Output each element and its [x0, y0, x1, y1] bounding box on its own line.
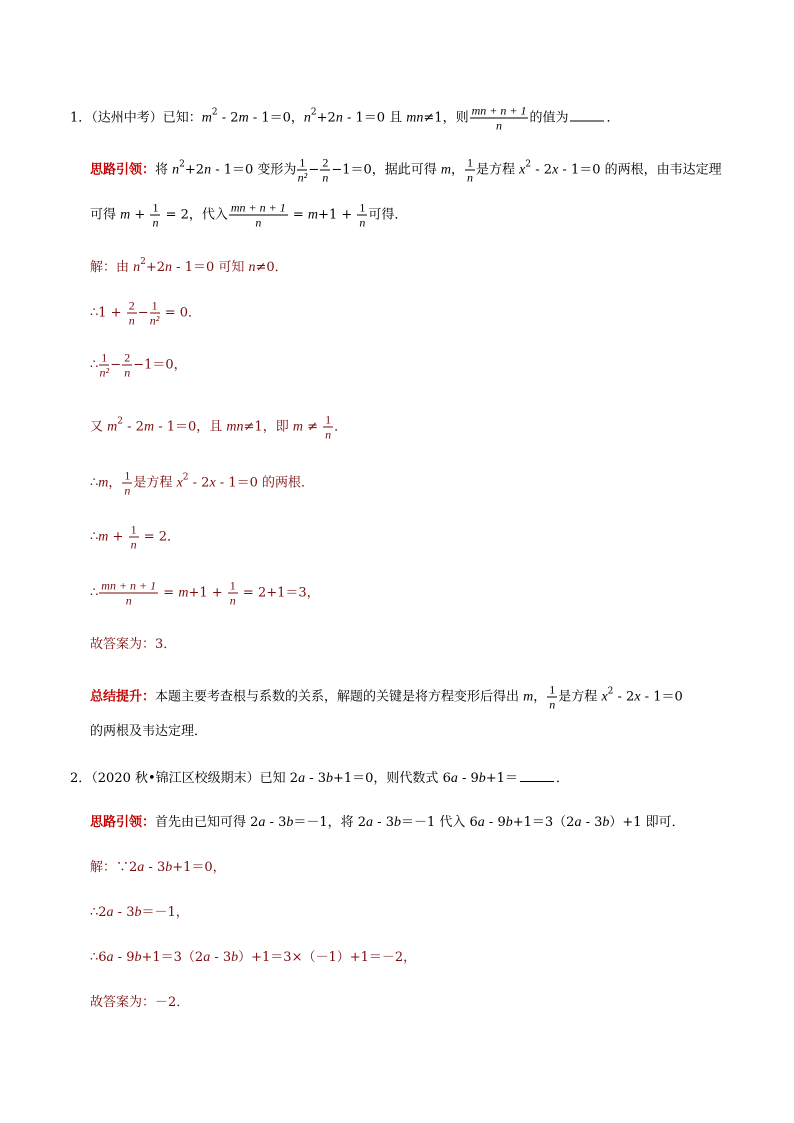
math-variable: n — [248, 260, 256, 275]
math-variable: b — [286, 815, 294, 830]
fraction-denominator: n — [322, 170, 329, 185]
text-run: ＝－1 代入 6 — [400, 815, 478, 830]
fraction-denominator: n — [359, 215, 366, 230]
fraction-denominator: n — [496, 118, 503, 133]
text-run: +2 — [145, 260, 166, 275]
text-run: 的值为 — [529, 110, 569, 126]
math-variable: a — [366, 815, 374, 830]
solution-line — [90, 995, 189, 1011]
fraction — [323, 413, 333, 442]
text-run: - 3 — [210, 950, 232, 965]
section-label: 总结提升： — [90, 689, 156, 705]
fraction — [470, 104, 529, 133]
text-run: − — [110, 357, 122, 373]
text-run: 可得． — [368, 207, 408, 223]
fraction-denominator: n — [128, 313, 135, 328]
text-run: − — [308, 162, 320, 178]
text-run: 解：由 — [90, 260, 134, 275]
text-run: − — [137, 305, 149, 321]
solution-line — [90, 351, 187, 380]
text-run: 是方程 — [476, 162, 520, 178]
text-run: - 1＝0 的两根． — [215, 475, 315, 491]
math-variable: m — [120, 207, 131, 223]
math-variable: mn — [406, 110, 424, 126]
superscript: 2 — [179, 159, 185, 170]
math-variable: x — [634, 689, 641, 705]
text-run: ∴ — [90, 529, 99, 545]
math-variable: b — [231, 950, 239, 965]
text-run: ≠0． — [255, 260, 288, 275]
math-variable: n — [172, 162, 180, 178]
math-variable: b — [326, 771, 333, 786]
text-run: 首先由已知可得 2 — [155, 815, 259, 830]
fraction — [122, 351, 132, 380]
text-run: ． — [555, 771, 569, 786]
guidance-line — [90, 815, 685, 831]
math-variable: n — [165, 260, 173, 275]
math-variable: a — [298, 771, 306, 786]
solution-line — [90, 254, 288, 276]
fraction-numerator: 1 — [359, 200, 366, 215]
text-run: ． — [606, 110, 620, 126]
text-run: +2 — [184, 162, 205, 178]
section-label: 思路引领： — [90, 815, 156, 830]
text-run: ∴2 — [90, 905, 107, 920]
text-run: - 9 — [457, 771, 479, 786]
fraction-numerator: 2 — [128, 298, 135, 313]
math-variable: n — [303, 110, 311, 126]
text-run: - 3 — [373, 815, 394, 830]
fraction-denominator: n — [124, 483, 131, 498]
text-run: ＝－1， — [141, 905, 189, 920]
math-variable: n — [204, 162, 212, 178]
math-variable: a — [450, 771, 458, 786]
guidance-line — [90, 683, 683, 712]
math-variable: a — [477, 815, 485, 830]
math-variable: m — [107, 419, 118, 435]
math-variable: b — [165, 860, 173, 875]
text-run: + — [130, 207, 150, 223]
math-variable: b — [505, 815, 513, 830]
fraction-denominator: n — [467, 170, 474, 185]
text-run: −1＝0， — [133, 357, 187, 373]
question-line — [70, 769, 569, 787]
solution-line — [90, 637, 176, 653]
fraction-denominator: n² — [99, 365, 110, 380]
text-run: - 2 — [613, 689, 635, 705]
text-run: +1＝0， — [172, 860, 226, 875]
math-variable: m — [178, 585, 189, 601]
text-run: = 2，代入 — [161, 207, 228, 223]
text-run: ≠1，即 — [243, 419, 293, 435]
text-run: +1＝3（2 — [512, 815, 575, 830]
fraction-denominator: n² — [149, 313, 160, 328]
fraction-numerator: mn + n + 1 — [101, 578, 157, 593]
text-run: +1 + — [188, 585, 227, 601]
math-variable: x — [552, 162, 559, 178]
text-run: - 9 — [113, 950, 135, 965]
text-run: = — [288, 207, 308, 223]
solution-line — [90, 523, 180, 552]
text-run: - 1＝0， — [248, 110, 304, 126]
math-variable: m — [307, 207, 319, 223]
text-run: 将 — [155, 162, 173, 178]
math-variable: a — [574, 815, 582, 830]
text-run: = 0． — [160, 305, 202, 321]
fraction — [465, 156, 475, 185]
text-run: ， — [108, 475, 122, 491]
text-run: ∴ — [90, 357, 99, 373]
text-run: - 1＝0 — [640, 689, 683, 705]
solution-line — [90, 905, 189, 921]
fraction — [150, 201, 160, 230]
solution-line — [90, 860, 226, 876]
text-run: ∴1 + — [90, 305, 126, 321]
text-run: ）+1 即可． — [609, 815, 685, 830]
text-run: - 2 — [188, 475, 210, 491]
text-run: = 2+1＝3， — [238, 585, 320, 601]
text-run: ＝－1，将 2 — [293, 815, 367, 830]
text-run: +1＝0，则代数式 6 — [333, 771, 451, 786]
text-run: = — [159, 585, 179, 601]
math-variable: x — [519, 162, 526, 178]
text-run: 是方程 — [558, 689, 602, 705]
math-variable: x — [601, 689, 608, 705]
fraction-denominator: n — [152, 215, 159, 230]
math-variable: m — [98, 475, 109, 491]
solution-line — [90, 299, 201, 328]
text-run: - 3 — [144, 860, 166, 875]
math-variable: m — [201, 110, 212, 126]
solution-line — [90, 413, 347, 442]
question-line — [70, 104, 619, 133]
text-run: 又 — [90, 419, 108, 435]
fraction-numerator: 1 — [101, 350, 108, 365]
fraction — [229, 201, 288, 230]
text-run: - 1＝0，且 — [154, 419, 227, 435]
fraction-denominator: n — [124, 365, 131, 380]
fraction — [150, 299, 160, 328]
fraction-numerator: 1 — [549, 682, 556, 697]
fraction — [357, 201, 367, 230]
fraction-numerator: 1 — [124, 468, 131, 483]
fraction-numerator: mn + n + 1 — [230, 200, 286, 215]
text-run: −1＝0，据此可得 — [331, 162, 441, 178]
math-variable: b — [478, 771, 486, 786]
math-variable: m — [292, 419, 303, 435]
text-run: 2．（2020 秋•锦江区校级期末）已知 2 — [70, 771, 299, 786]
superscript: 2 — [117, 416, 123, 427]
fraction-denominator: n — [229, 593, 236, 608]
guidance-line — [90, 201, 407, 230]
text-run: 1．（达州中考）已知： — [70, 110, 202, 126]
text-run: ． — [334, 419, 348, 435]
fraction-numerator: 2 — [124, 350, 131, 365]
solution-line — [90, 950, 416, 966]
text-run: = 2． — [139, 529, 181, 545]
text-run: ， — [533, 689, 547, 705]
text-run: ∴ — [90, 585, 99, 601]
text-run: - 2 — [531, 162, 553, 178]
section-label: 思路引领： — [90, 162, 156, 178]
text-run: - 2 — [217, 110, 239, 126]
math-variable: n — [335, 110, 343, 126]
superscript: 2 — [607, 686, 614, 697]
superscript: 2 — [140, 257, 146, 267]
text-run: ≠1，则 — [423, 110, 469, 126]
text-run: - 3 — [581, 815, 603, 830]
fraction — [297, 156, 307, 185]
text-run: - 2 — [123, 419, 144, 435]
text-run: - 1＝0 且 — [342, 110, 407, 126]
math-variable: m — [440, 162, 452, 178]
math-variable: a — [106, 950, 114, 965]
text-run: 本题主要考查根与系数的关系，解题的关键是将方程变形后得出 — [155, 689, 524, 705]
answer-blank — [520, 769, 554, 782]
fraction-numerator: 2 — [322, 155, 329, 170]
fraction-numerator: 1 — [325, 412, 332, 427]
math-variable: b — [602, 815, 610, 830]
math-variable: n — [133, 260, 141, 275]
text-run: 故答案为：3． — [90, 637, 177, 652]
solution-line — [90, 579, 320, 608]
text-run: ∴6 — [90, 950, 107, 965]
fraction-denominator: n — [255, 215, 262, 230]
text-run: 的两根及韦达定理． — [90, 724, 208, 739]
fraction — [127, 299, 137, 328]
fraction-denominator: n — [549, 697, 556, 712]
math-variable: x — [176, 475, 183, 491]
fraction — [99, 579, 158, 608]
math-variable: a — [258, 815, 266, 830]
text-run: - 3 — [265, 815, 287, 830]
math-variable: a — [203, 950, 211, 965]
fraction — [228, 579, 238, 608]
text-run: 解：∵2 — [90, 860, 138, 875]
text-run: +1＝ — [485, 771, 518, 786]
superscript: 2 — [310, 107, 317, 118]
superscript: 2 — [211, 107, 218, 118]
text-run: +1 + — [318, 207, 357, 223]
math-variable: m — [143, 419, 155, 435]
guidance-line — [90, 156, 722, 185]
fraction — [99, 351, 109, 380]
fraction-denominator: n — [130, 537, 137, 552]
fraction-numerator: 1 — [299, 155, 306, 170]
text-run: ∴ — [90, 475, 99, 491]
math-variable: m — [98, 529, 109, 545]
text-run: - 3 — [305, 771, 326, 786]
answer-blank — [570, 109, 604, 122]
math-variable: x — [209, 475, 216, 491]
superscript: 2 — [525, 159, 532, 170]
fraction — [547, 683, 557, 712]
text-run: - 3 — [113, 905, 135, 920]
text-run: +2 — [316, 110, 336, 126]
fraction — [122, 469, 132, 498]
text-run: ）+1＝3×（－1）+1＝－2， — [238, 950, 417, 965]
fraction-numerator: 1 — [151, 298, 158, 313]
text-run: +1＝3（2 — [141, 950, 204, 965]
math-variable: a — [137, 860, 145, 875]
fraction — [320, 156, 330, 185]
fraction-numerator: mn + n + 1 — [471, 103, 527, 118]
math-variable: a — [106, 905, 114, 920]
math-variable: b — [134, 950, 142, 965]
math-variable: m — [523, 689, 534, 705]
text-run: - 1＝0 的两根，由韦达定理 — [558, 162, 722, 178]
fraction-numerator: 1 — [229, 578, 236, 593]
fraction-denominator: n² — [297, 170, 308, 185]
math-variable: m — [238, 110, 249, 126]
text-run: + — [108, 529, 128, 545]
guidance-line — [90, 724, 207, 740]
fraction-numerator: 1 — [130, 522, 137, 537]
fraction-numerator: 1 — [152, 200, 159, 215]
fraction-denominator: n — [125, 593, 132, 608]
text-run: ≠ — [302, 419, 323, 435]
math-variable: b — [393, 815, 401, 830]
math-variable: mn — [226, 419, 244, 435]
text-run: - 9 — [484, 815, 506, 830]
fraction-denominator: n — [325, 427, 332, 442]
text-run: 故答案为：－2． — [90, 995, 190, 1010]
text-run: ， — [451, 162, 465, 178]
text-run: - 1＝0 变形为 — [211, 162, 297, 178]
math-variable: b — [134, 905, 142, 920]
text-run: 是方程 — [133, 475, 177, 491]
fraction — [129, 523, 139, 552]
solution-line — [90, 469, 314, 498]
text-run: 可得 — [90, 207, 121, 223]
superscript: 2 — [182, 472, 189, 483]
fraction-numerator: 1 — [467, 155, 474, 170]
text-run: - 1＝0 可知 — [172, 260, 249, 275]
